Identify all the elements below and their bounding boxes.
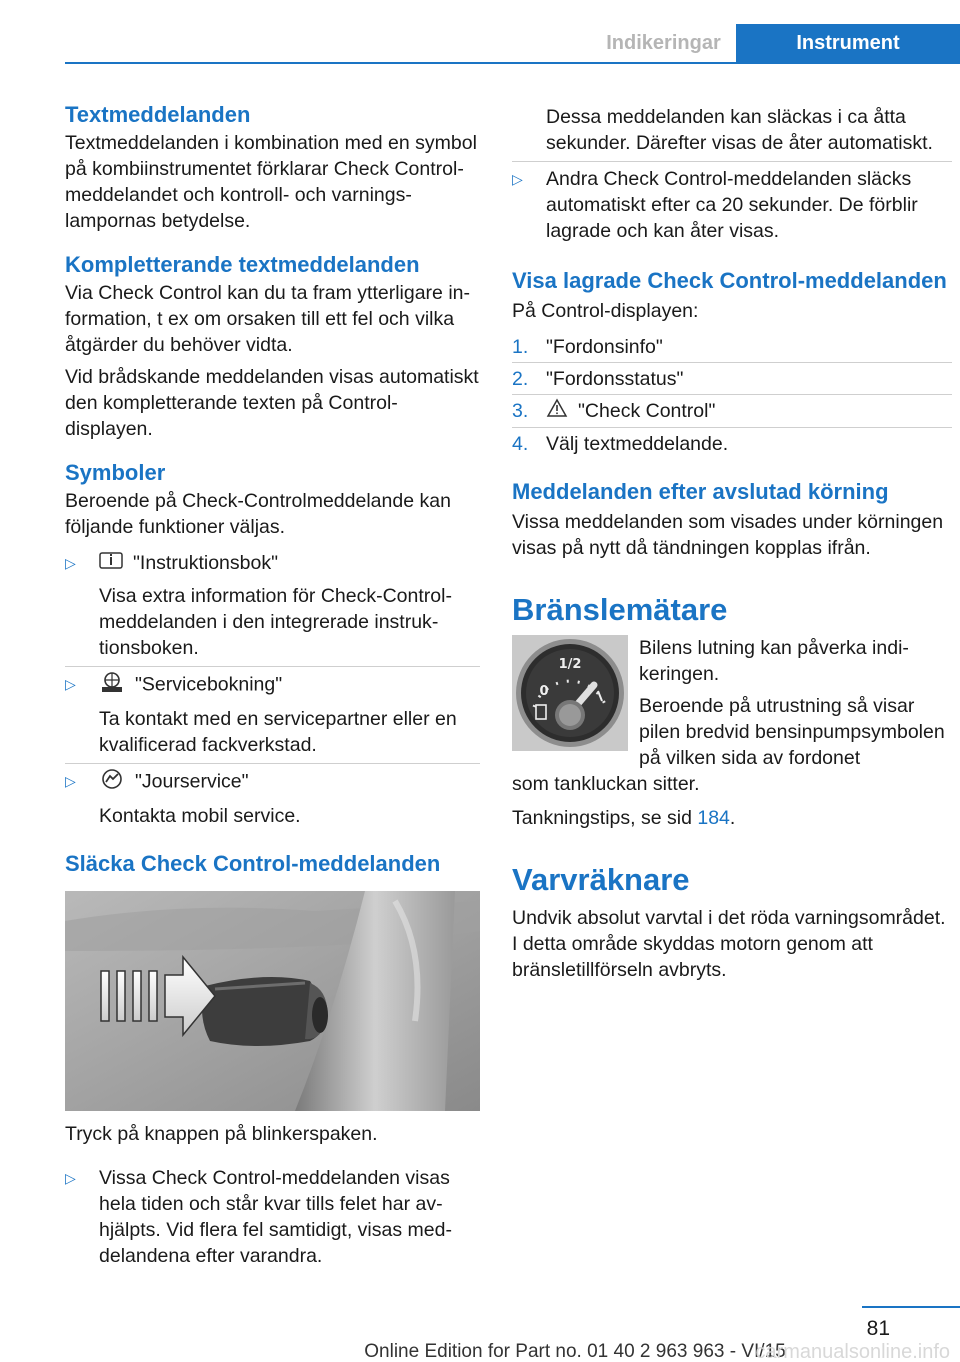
triangle-bullet-icon: ▷ xyxy=(65,1170,76,1187)
paragraph: Bilens lutning kan påverka indikeringen. xyxy=(639,637,909,686)
tab-indikeringar[interactable]: Indikeringar xyxy=(606,31,721,54)
paragraph: Via Check Control kan du ta fram ytterligare information, t ex om orsaken till ett fel och vilka åtgärder du behöver vidta. xyxy=(65,282,470,356)
header-tabs xyxy=(591,24,960,62)
heading-symboler: Symboler xyxy=(65,460,166,485)
list-item xyxy=(65,671,480,758)
paragraph: Textmeddelanden i kombination med en symbol på kombiinstrumentet förklarar Check Control-meddelandet och kontroll- och varningslampornas betydelse. xyxy=(65,132,477,232)
fuel-gauge-image xyxy=(512,635,628,751)
paragraph: Dessa meddelanden kan släckas i ca åtta sekunder. Därefter visas de åter automatiskt. xyxy=(546,106,933,154)
turn-signal-lever-photo xyxy=(65,891,480,1111)
paragraph: Vid brådskande meddelanden visas automatiskt den kompletterande texten på Control-displayen. xyxy=(65,366,479,440)
bullet-label: "Jourservice" xyxy=(135,771,249,793)
footer-rule xyxy=(862,1306,960,1308)
heading-visa-lagrade: Visa lagrade Check Control-meddelanden xyxy=(512,268,947,293)
bullet-desc: Ta kontakt med en servicepartner eller en kvalificerad fackverkstad. xyxy=(99,708,457,757)
gauge-zero-label: 0 xyxy=(539,684,549,700)
heading-slacka: Släcka Check Control-meddelanden xyxy=(65,851,441,877)
list-item xyxy=(512,166,952,244)
page-number: 81 xyxy=(866,1317,890,1340)
photo-caption: Tryck på knappen på blinkerspaken. xyxy=(65,1123,378,1146)
list-item: 2. "Fordonsstatus" xyxy=(512,366,952,392)
paragraph: På Control-displayen: xyxy=(512,300,699,322)
warning-triangle-icon xyxy=(546,398,568,425)
heading-kompletterande: Kompletterande textmeddelanden xyxy=(65,252,420,277)
left-column xyxy=(65,100,480,1269)
tips-paragraph: Tankningstips, se sid 184. xyxy=(512,807,736,830)
bullet-desc: Kontakta mobil service. xyxy=(99,805,301,828)
bullet-label: "Servicebokning" xyxy=(135,674,283,696)
list-item xyxy=(65,550,480,661)
bullet-text: Vissa Check Control-meddelanden visas hela tiden och står kvar tills felet har avhjälpts. Vid flera fel samtidigt, visas meddelandena efter varandra. xyxy=(99,1167,452,1268)
fuel-gauge-block xyxy=(512,635,952,797)
paragraph: Vissa meddelanden som visades under körningen visas på nytt då tändningen kopplas ifrån. xyxy=(512,511,944,560)
list-item: 1. "Fordonsinfo" xyxy=(512,336,663,358)
right-column xyxy=(512,104,952,983)
header-rule xyxy=(65,62,960,64)
heading-meddelanden-efter: Meddelanden efter avslutad körning xyxy=(512,479,889,505)
heading-branslematare: Bränslemätare xyxy=(512,592,728,628)
tab-instrument[interactable]: Instrument xyxy=(736,24,960,62)
triangle-bullet-icon: ▷ xyxy=(512,171,523,187)
paragraph: Beroende på utrustning så visar pilen bredvid bensinpumpsymbolen på vilken sida av fordonet xyxy=(639,695,945,770)
heading-varvraknare: Varvräknare xyxy=(512,862,690,898)
heading-textmeddelanden: Textmeddelanden xyxy=(65,102,251,127)
paragraph: som tankluckan sitter. xyxy=(512,773,700,796)
list-item xyxy=(65,1165,480,1269)
bullet-label: "Instruktionsbok" xyxy=(133,552,278,574)
bmw-service-icon xyxy=(99,671,125,700)
bullet-desc: Visa extra information för Check-Control-meddelanden i den integrerade instruktionsboken. xyxy=(99,585,452,660)
triangle-bullet-icon: ▷ xyxy=(65,555,76,571)
list-item xyxy=(65,768,480,829)
edition-text: Online Edition for Part no. 01 40 2 963 963 - VI/15 xyxy=(364,1341,786,1362)
gauge-half-label: 1/2 xyxy=(558,657,582,673)
watermark: carmanualsonline.info xyxy=(755,1341,950,1362)
page-link[interactable]: 184 xyxy=(697,807,730,830)
triangle-bullet-icon: ▷ xyxy=(65,773,76,790)
paragraph: Undvik absolut varvtal i det röda varningsområdet. I detta område skyddas motorn genom att bränsletillförseln avbryts. xyxy=(512,907,946,982)
triangle-bullet-icon: ▷ xyxy=(65,676,76,693)
paragraph: Beroende på Check-Controlmeddelande kan följande funktioner väljas. xyxy=(65,490,451,538)
manual-icon xyxy=(99,550,123,577)
bullet-text: Andra Check Control-meddelanden släcks automatiskt efter ca 20 sekunder. De förblir lagrade och kan åter visas. xyxy=(546,168,918,242)
list-item: 4. Välj textmeddelande. xyxy=(512,431,952,457)
roadside-service-icon xyxy=(99,768,125,797)
list-item: 3. "Check Control" xyxy=(512,398,952,425)
